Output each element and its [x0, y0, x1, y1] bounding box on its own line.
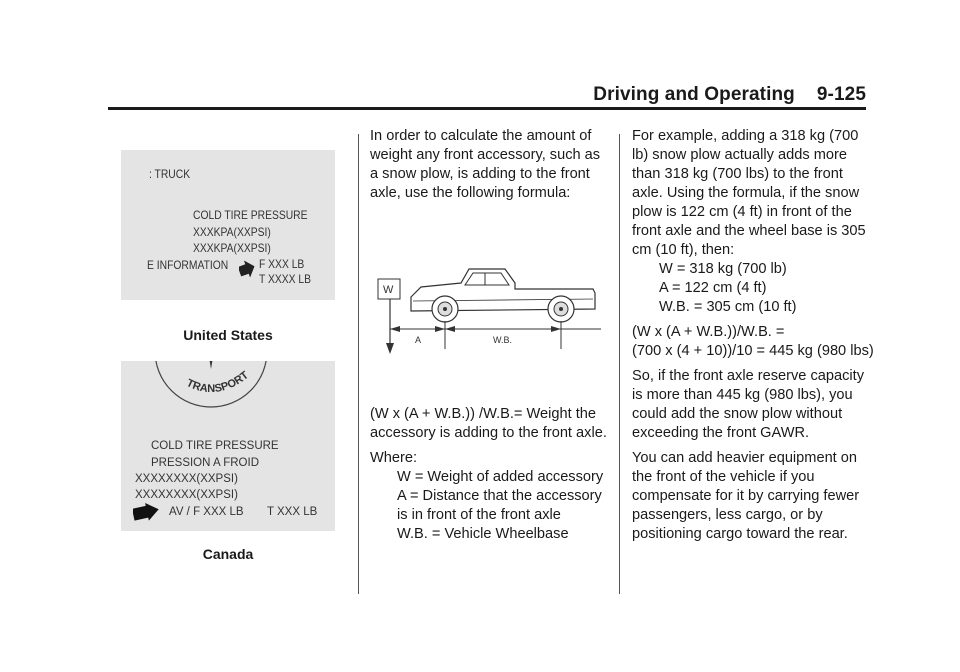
us-label-total: T XXXX LB — [259, 272, 312, 286]
definition-wb: W.B. = Vehicle Wheelbase — [397, 526, 569, 542]
value-a: A = 122 cm (4 ft) — [659, 280, 767, 296]
heavier-paragraph: You can add heavier equipment on the front of the vehicle if you compensate for it by carrying fewer passengers, less cargo, or by positioning cargo toward the rear. — [632, 450, 860, 542]
ca-label-kpa-2: XXXXXXXX(XXPSI) — [135, 489, 238, 501]
canada-caption: Canada — [202, 546, 254, 562]
value-wb: W.B. = 305 cm (10 ft) — [659, 299, 797, 315]
canada-tire-label-image — [121, 361, 335, 531]
ca-label-total: T XXX LB — [267, 506, 318, 518]
us-label-kpa-1: XXXKPA(XXPSI) — [193, 225, 271, 239]
section-title: Driving and Operating — [593, 84, 795, 105]
where-label: Where: — [370, 450, 418, 466]
definition-a: A = Distance that the accessory is in front of the front axle — [397, 488, 602, 523]
column-divider-left — [358, 134, 359, 594]
header-rule — [108, 107, 866, 110]
page-header — [593, 84, 866, 106]
example-section — [632, 127, 872, 550]
calc-line-2: (700 x (4 + 10))/10 = 445 kg (980 lbs) — [632, 343, 874, 359]
ca-label-kpa-1: XXXXXXXX(XXPSI) — [135, 473, 238, 485]
example-values — [632, 260, 872, 317]
arrow-right-icon — [133, 503, 159, 521]
seal-text: TRANSPORT — [184, 369, 251, 396]
us-label-front: F XXX LB — [259, 257, 305, 271]
ca-label-front: AV / F XXX LB — [169, 506, 244, 518]
diagram-label-a: A — [415, 335, 422, 345]
column-divider-right — [619, 134, 620, 594]
us-label-truck: : TRUCK — [149, 167, 191, 181]
intro-paragraph — [370, 127, 608, 209]
arrow-right-icon — [239, 260, 255, 278]
calc-line-1: (W x (A + W.B.))/W.B. = — [632, 324, 785, 340]
example-text: For example, adding a 318 kg (700 lb) snow plow actually adds more than 318 kg (700 lbs) to the front axle. Using the formula, if the snow plow is 122 cm (4 ft) in front of the front axle and the wheel base is 305 cm (10 ft), then: — [632, 128, 866, 258]
us-label-info: E INFORMATION — [147, 258, 229, 272]
definition-w: W = Weight of added accessory — [397, 469, 604, 485]
intro-text: In order to calculate the amount of weight any front accessory, such as a snow plow, is adding to the front axle, use the following formula: — [370, 128, 601, 201]
svg-text:TRANSPORT — [184, 369, 251, 395]
diagram-label-w: W — [383, 284, 394, 296]
us-label-cold-tire: COLD TIRE PRESSURE — [193, 208, 308, 222]
formula-section — [370, 405, 610, 544]
ca-label-cold-tire: COLD TIRE PRESSURE — [151, 440, 279, 452]
diagram-label-wb: W.B. — [493, 335, 513, 345]
value-w: W = 318 kg (700 lb) — [659, 261, 787, 277]
us-tire-label-image — [121, 150, 335, 300]
plow-weight-diagram — [373, 265, 605, 367]
formula-text: (W x (A + W.B.)) /W.B.= Weight the accessory is adding to the front axle. — [370, 406, 607, 441]
seal-icon — [151, 361, 271, 411]
ca-label-pression: PRESSION A FROID — [151, 457, 259, 469]
us-caption: United States — [183, 327, 273, 343]
us-label-kpa-2: XXXKPA(XXPSI) — [193, 241, 271, 255]
page-number: 9-125 — [816, 84, 866, 105]
reserve-paragraph: So, if the front axle reserve capacity is more than 445 kg (980 lbs), you could add the snow plow without exceeding the front GAWR. — [632, 368, 864, 441]
definition-list — [370, 468, 610, 544]
